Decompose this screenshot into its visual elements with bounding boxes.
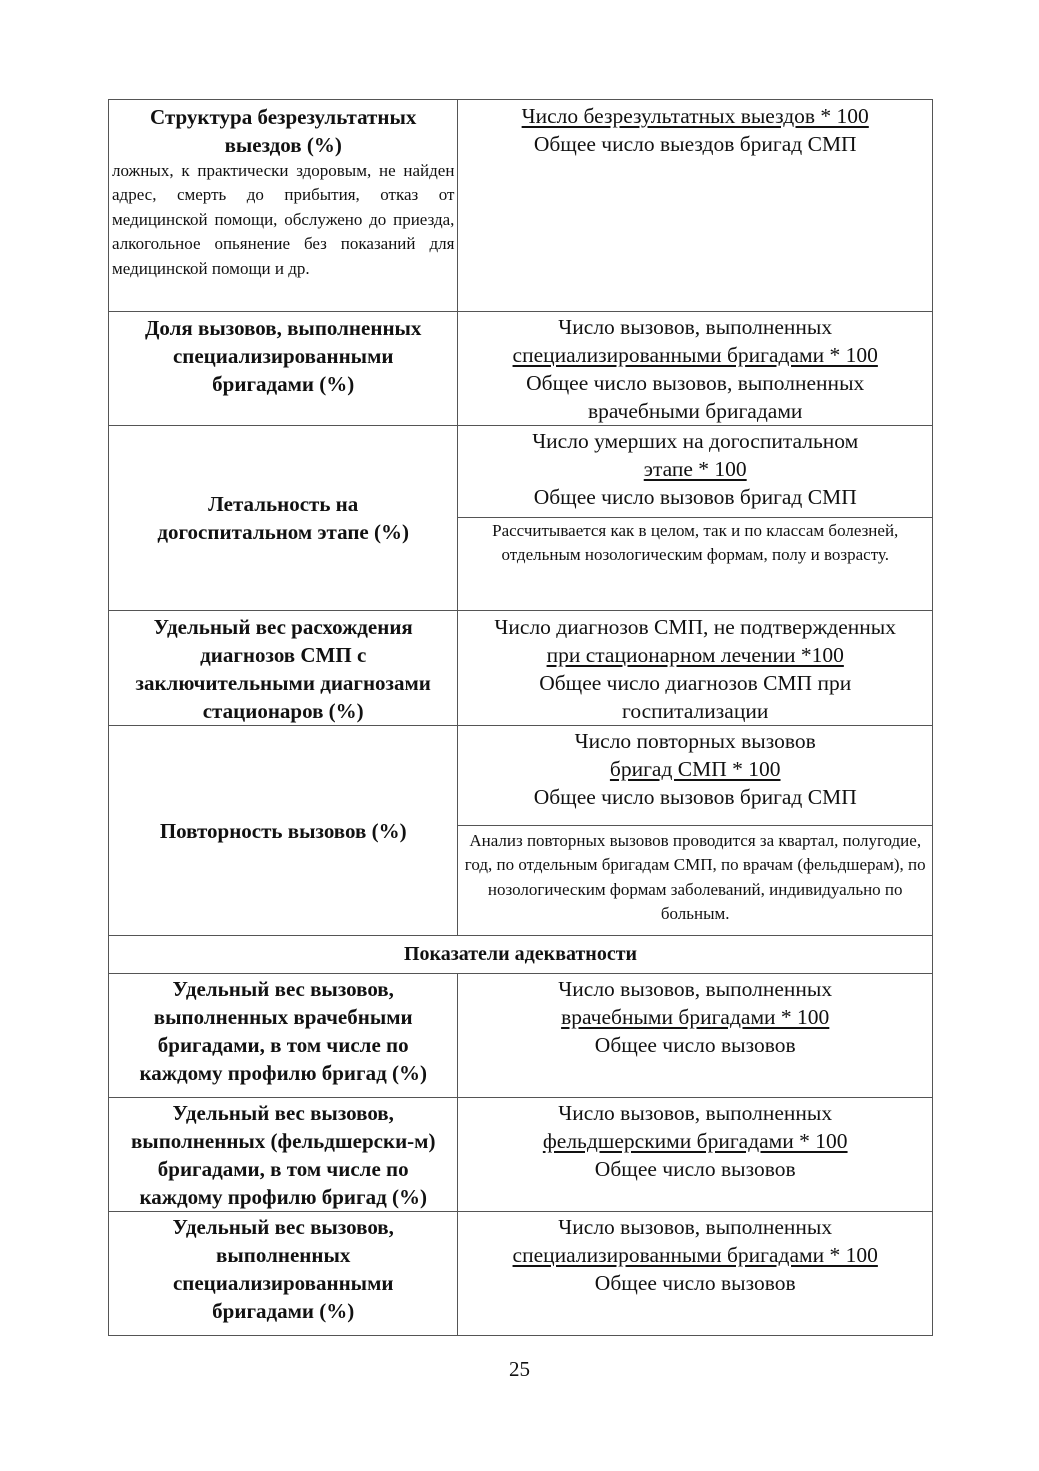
indicator-label: Летальность на догоспитальном этапе (%) [157, 492, 409, 544]
indicator-label-cell [109, 726, 458, 936]
formula-numerator: специализированными бригадами * 100 [512, 1243, 878, 1267]
formula-denominator: Общее число вызовов [594, 1033, 796, 1057]
formula-cell [458, 100, 933, 312]
formula-cell [458, 1212, 933, 1336]
formula-numerator-line: Число умерших на догоспитальном [532, 429, 859, 453]
indicator-label: Повторность вызовов (%) [159, 818, 407, 843]
formula-numerator: этапе * 100 [643, 457, 747, 481]
formula-denominator: Общее число вызовов бригад СМП [533, 785, 857, 809]
table-row [109, 1212, 933, 1336]
formula [458, 1099, 932, 1183]
formula-denominator: Общее число вызовов, выполненных [526, 371, 865, 395]
formula-denominator: Общее число диагнозов СМП при [539, 671, 852, 695]
indicator-label: Удельный вес вызовов, выполненных врачебными бригадами, в том числе по каждому профилю бригад (%) [139, 977, 427, 1085]
formula [458, 313, 932, 425]
indicators-table [108, 99, 933, 1336]
formula [458, 102, 932, 158]
formula-cell [458, 974, 933, 1098]
indicator-label: Удельный вес вызовов, выполненных (фельдшерски-м) бригадами, в том числе по каждому профилю бригад (%) [130, 1101, 436, 1209]
calculation-note: Рассчитывается как в целом, так и по классам болезней, отдельным нозологическим формам, полу и возрасту. [492, 521, 899, 565]
page-number: 25 [509, 1357, 530, 1381]
formula-numerator-line: Число вызовов, выполненных [558, 315, 833, 339]
formula-cell [458, 312, 933, 426]
table-row [109, 1098, 933, 1212]
indicator-label: Удельный вес вызовов, выполненных специализированными бригадами (%) [172, 1215, 394, 1323]
indicator-label-cell [109, 1098, 458, 1212]
indicator-label-cell [109, 426, 458, 611]
table-row [109, 974, 933, 1098]
indicator-label-cell [109, 312, 458, 426]
note-cell [458, 826, 933, 936]
formula-denominator: Общее число вызовов [594, 1157, 796, 1181]
indicator-label: Удельный вес расхождения диагнозов СМП с заключительными диагнозами стационаров (%) [135, 615, 431, 723]
formula-numerator-line: Число вызовов, выполненных [558, 1215, 833, 1239]
formula-cell [458, 426, 933, 518]
table-row [109, 726, 933, 826]
formula-denominator-line: врачебными бригадами [587, 399, 803, 423]
indicator-label-cell [109, 1212, 458, 1336]
formula [458, 975, 932, 1059]
formula-cell [458, 611, 933, 726]
formula-numerator: при стационарном лечении *100 [546, 643, 844, 667]
formula-denominator: Общее число выездов бригад СМП [533, 132, 857, 156]
formula-denominator: Общее число вызовов [594, 1271, 796, 1295]
indicator-label: Структура безрезультатных выездов (%) [150, 105, 417, 157]
table-row [109, 312, 933, 426]
indicator-label-cell [109, 100, 458, 312]
formula-numerator: Число безрезультатных выездов * 100 [521, 104, 869, 128]
formula-numerator: фельдшерскими бригадами * 100 [542, 1129, 848, 1153]
indicator-label: Доля вызовов, выполненных специализированными бригадами (%) [144, 316, 422, 396]
indicator-label-cell [109, 974, 458, 1098]
indicator-label-cell [109, 611, 458, 726]
table-row [109, 100, 933, 312]
table-row [109, 426, 933, 518]
formula-numerator-line: Число диагнозов СМП, не подтвержденных [494, 615, 896, 639]
section-title: Показатели адекватности [109, 936, 933, 974]
note-cell [458, 518, 933, 611]
formula-cell [458, 726, 933, 826]
formula-numerator: бригад СМП * 100 [609, 757, 781, 781]
formula [458, 1213, 932, 1297]
calculation-note: Анализ повторных вызовов проводится за квартал, полугодие, год, по отдельным бригадам СМП, по врачам (фельдшерам), по нозологическим формам заболеваний, индивидуально по больным. [464, 831, 926, 924]
formula-numerator: специализированными бригадами * 100 [512, 343, 878, 367]
formula [458, 427, 932, 511]
section-row [109, 936, 933, 974]
formula-numerator: врачебными бригадами * 100 [561, 1005, 830, 1029]
formula-cell [458, 1098, 933, 1212]
formula [458, 727, 932, 811]
formula-denominator-line: госпитализации [622, 699, 769, 723]
formula [458, 613, 932, 725]
formula-numerator-line: Число вызовов, выполненных [558, 977, 833, 1001]
indicator-description: ложных, к практически здоровым, не найден адрес, смерть до прибытия, отказ от медицинской помощи, обслужено до приезда, алкогольное опьянение без показаний для медицинской помощи и др. [112, 161, 455, 278]
formula-numerator-line: Число вызовов, выполненных [558, 1101, 833, 1125]
table-row [109, 611, 933, 726]
formula-numerator-line: Число повторных вызовов [574, 729, 816, 753]
formula-denominator: Общее число вызовов бригад СМП [533, 485, 857, 509]
